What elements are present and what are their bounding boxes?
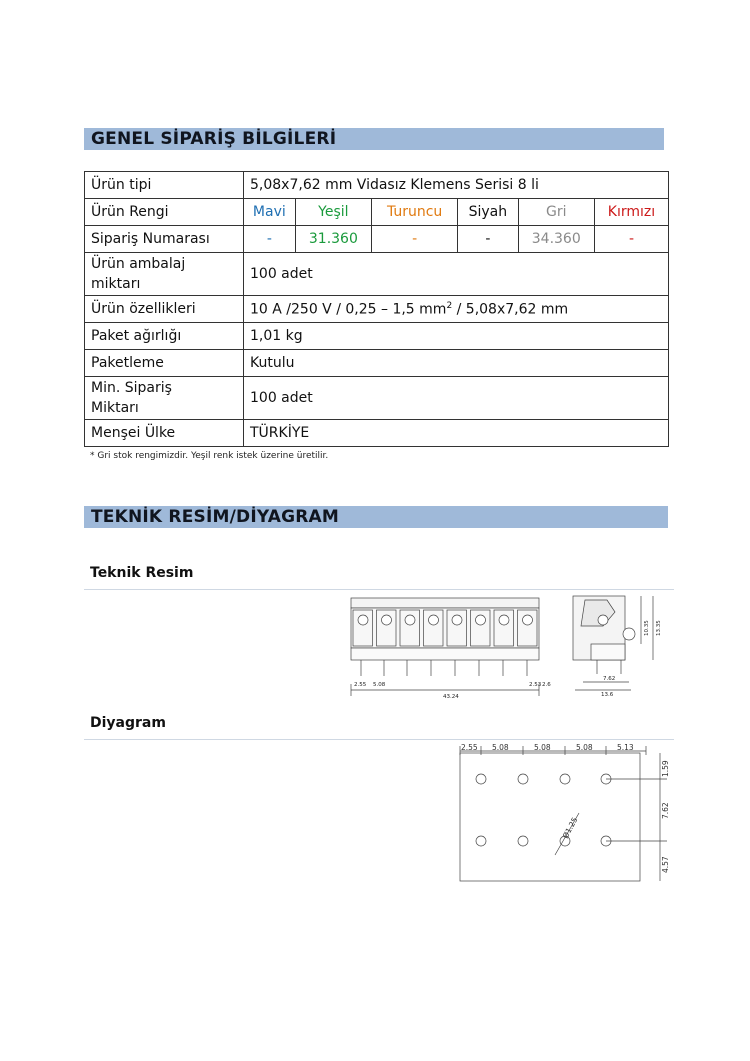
terminal-hole [452, 615, 462, 625]
diag-dim-hole: Ø1.25 [560, 815, 580, 840]
value-ozellikler-sup: 2 [446, 300, 453, 311]
value-min-siparis: 100 adet [244, 377, 669, 420]
label-agirlik: Paket ağırlığı [85, 323, 244, 350]
label-ambalaj-line2: miktarı [91, 276, 141, 292]
terminal-hole [358, 615, 368, 625]
color-kirmizi: Kırmızı [594, 199, 668, 226]
label-paketleme: Paketleme [85, 350, 244, 377]
label-ambalaj [85, 253, 244, 296]
diag-dim-4-57: 4.57 [661, 856, 670, 873]
diagram-drawing [455, 743, 670, 885]
terminal-hole [429, 615, 439, 625]
table-row [85, 350, 669, 377]
dim-side-13-6: 13.6 [601, 692, 614, 698]
section-title-teknik-resim: TEKNİK RESİM/DİYAGRAM [84, 506, 668, 528]
label-urun-rengi: Ürün Rengi [85, 199, 244, 226]
dim-front-2-55: 2.55 [354, 682, 367, 688]
color-turuncu: Turuncu [372, 199, 458, 226]
value-paketleme: Kutulu [244, 350, 669, 377]
table-row [85, 253, 669, 296]
terminal-hole [476, 615, 486, 625]
value-ambalaj: 100 adet [244, 253, 669, 296]
color-siyah: Siyah [458, 199, 518, 226]
terminal-hole [382, 615, 392, 625]
value-ozellikler-post: / 5,08x7,62 mm [452, 301, 569, 318]
section-title-genel-siparis: GENEL SİPARİŞ BİLGİLERİ [84, 128, 664, 150]
table-row [85, 199, 669, 226]
order-no-siyah: - [458, 226, 518, 253]
diag-dim-1-59: 1.59 [661, 760, 670, 777]
order-no-mavi: - [244, 226, 296, 253]
divider [84, 739, 674, 740]
order-no-gri: 34.360 [518, 226, 594, 253]
label-urun-tipi: Ürün tipi [85, 172, 244, 199]
subtitle-teknik-resim: Teknik Resim [90, 565, 194, 581]
order-no-kirmizi: - [594, 226, 668, 253]
terminal-hole [523, 615, 533, 625]
diag-dim-2-55: 2.55 [461, 743, 478, 752]
diag-dim-5-13: 5.13 [617, 743, 634, 752]
subtitle-diyagram: Diyagram [90, 715, 166, 731]
dim-front-2-53: 2.53 [529, 682, 542, 688]
table-row [85, 377, 669, 420]
color-yesil: Yeşil [295, 199, 371, 226]
label-min-siparis [85, 377, 244, 420]
dim-side-10-35: 10.35 [644, 620, 650, 636]
dim-front-total: 43.24 [443, 694, 459, 700]
label-min-siparis-line2: Miktarı [91, 400, 139, 416]
label-siparis-numarasi: Sipariş Numarası [85, 226, 244, 253]
diag-dim-5-08-b: 5.08 [534, 743, 551, 752]
dim-front-5-08: 5.08 [373, 682, 386, 688]
label-min-siparis-line1: Min. Sipariş [91, 380, 172, 396]
terminal-hole [499, 615, 509, 625]
value-ozellikler [244, 296, 669, 323]
order-info-table [84, 171, 669, 447]
value-urun-tipi: 5,08x7,62 mm Vidasız Klemens Serisi 8 li [244, 172, 669, 199]
table-row [85, 323, 669, 350]
label-ambalaj-line1: Ürün ambalaj [91, 256, 186, 272]
diag-dim-5-08-c: 5.08 [576, 743, 593, 752]
table-row [85, 420, 669, 447]
technical-drawing [345, 592, 675, 704]
dim-side-7-62: 7.62 [603, 676, 616, 682]
label-ozellikler: Ürün özellikleri [85, 296, 244, 323]
dim-front-2-6: 2.6 [542, 682, 551, 688]
stock-note: * Gri stok rengimizdir. Yeşil renk istek üzerine üretilir. [90, 451, 329, 461]
terminal-hole [405, 615, 415, 625]
table-row [85, 172, 669, 199]
value-agirlik: 1,01 kg [244, 323, 669, 350]
color-mavi: Mavi [244, 199, 296, 226]
table-row [85, 296, 669, 323]
dim-side-13-35: 13.35 [656, 620, 662, 636]
label-mensei: Menşei Ülke [85, 420, 244, 447]
table-row [85, 226, 669, 253]
value-mensei: TÜRKİYE [244, 420, 669, 447]
diag-dim-7-62: 7.62 [661, 802, 670, 819]
order-no-turuncu: - [372, 226, 458, 253]
order-no-yesil: 31.360 [295, 226, 371, 253]
value-ozellikler-main: 10 A /250 V / 0,25 – 1,5 mm [250, 301, 447, 318]
color-gri: Gri [518, 199, 594, 226]
diag-dim-5-08-a: 5.08 [492, 743, 509, 752]
divider [84, 589, 674, 590]
